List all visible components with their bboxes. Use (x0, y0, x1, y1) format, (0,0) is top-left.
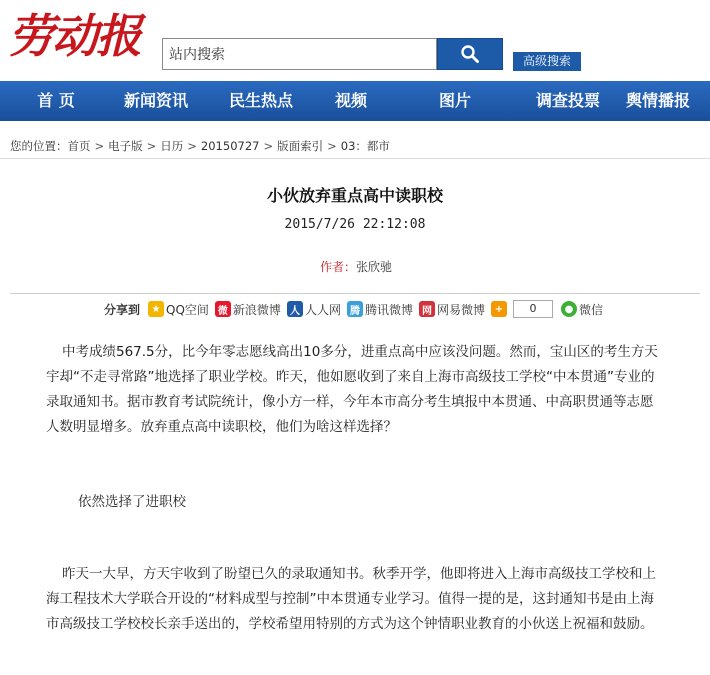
breadcrumb-separator: > (187, 139, 197, 153)
search-button[interactable] (437, 38, 503, 70)
nav-item-livelihood[interactable]: 民生热点 (228, 91, 293, 110)
share-weibo-label: 新浪微博 (232, 302, 281, 317)
breadcrumb-calendar[interactable]: 日历 (160, 139, 184, 153)
netease-weibo-icon: 网 (419, 301, 435, 317)
main-nav (0, 81, 710, 121)
weibo-icon: 微 (215, 301, 231, 317)
breadcrumb-separator: > (263, 139, 274, 153)
article-paragraph: 中考成绩567.5分，比今年零志愿线高出10多分，进重点高中应该没问题。然而，宝山区的考生方天宇却“不走寻常路”地选择了职业学校。昨天，他如愿收到了来自上海市高级技工学校“中本贯通”专业的录取通知书。据市教育考试院统计，像小方一样，今年本市高分考生填报中本贯通、中高职贯通等志愿人数明显增多。放弃重点高中读职校，他们为啥这样选择？ (46, 344, 658, 435)
search-input[interactable] (169, 43, 429, 67)
breadcrumb-prefix: 您的位置： (10, 139, 68, 153)
site-logo[interactable]: 劳动报 (8, 9, 140, 63)
nav-item-home[interactable]: 首 页 (37, 91, 75, 110)
breadcrumb (0, 133, 710, 159)
share-netease-weibo[interactable] (419, 301, 485, 318)
wechat-icon: ● (561, 301, 577, 317)
plus-icon[interactable]: + (491, 301, 507, 317)
breadcrumb-epaper[interactable]: 电子版 (108, 139, 143, 153)
nav-item-news[interactable]: 新闻资讯 (123, 91, 188, 110)
nav-item-pictures[interactable]: 图片 (438, 91, 471, 110)
share-renren[interactable] (287, 301, 341, 318)
renren-icon: 人 (287, 301, 303, 317)
share-renren-label: 人人网 (304, 302, 341, 317)
magnifier-icon (460, 44, 480, 64)
breadcrumb-separator: > (94, 139, 105, 153)
article-author (320, 258, 392, 275)
article-title: 小伙放弃重点高中读职校 (266, 186, 443, 205)
share-wechat[interactable] (561, 301, 603, 318)
author-label: 作者： (320, 260, 357, 274)
tencent-weibo-icon: 腾 (347, 301, 363, 317)
article-paragraph: 昨天一大早，方天宇收到了盼望已久的录取通知书。秋季开学，他即将进入上海市高级技工学校和上海工程技术大学联合开设的“材料成型与控制”中本贯通专业学习。值得一提的是，这封通知书是由上海市高级技工学校校长亲手送出的，学校希望用特别的方式为这个钟情职业教育的小伙送上祝福和鼓励。 (46, 566, 656, 632)
share-qzone-label: QQ空间 (166, 302, 209, 317)
advanced-search-button[interactable]: 高级搜索 (513, 52, 581, 71)
share-weibo[interactable] (215, 301, 281, 318)
share-tencent-weibo[interactable] (347, 301, 413, 318)
nav-item-opinion[interactable]: 舆情播报 (625, 91, 690, 110)
breadcrumb-home[interactable]: 首页 (67, 139, 91, 153)
author-name: 张欣驰 (356, 260, 393, 274)
share-tencent-weibo-label: 腾讯微博 (364, 302, 413, 317)
breadcrumb-separator: > (327, 139, 337, 153)
search-box (162, 38, 437, 70)
breadcrumb-date[interactable]: 20150727 (200, 139, 260, 153)
share-wechat-label: 微信 (578, 302, 603, 317)
share-count: 0 (513, 300, 553, 318)
article-subheading: 依然选择了进职校 (78, 494, 186, 510)
divider (10, 293, 700, 294)
breadcrumb-page-index[interactable]: 版面索引 (277, 139, 324, 153)
article-datetime: 2015/7/26 22:12:08 (284, 217, 426, 232)
nav-item-video[interactable]: 视频 (334, 91, 367, 110)
site-header (0, 0, 710, 80)
breadcrumb-separator: > (146, 139, 157, 153)
share-bar (104, 298, 609, 320)
qzone-icon: ★ (148, 301, 164, 317)
share-qzone[interactable] (148, 301, 209, 318)
breadcrumb-section[interactable]: 03：都市 (340, 139, 390, 153)
share-label: 分享到 (104, 302, 141, 317)
share-netease-weibo-label: 网易微博 (436, 302, 485, 317)
nav-item-survey[interactable]: 调查投票 (535, 91, 600, 110)
